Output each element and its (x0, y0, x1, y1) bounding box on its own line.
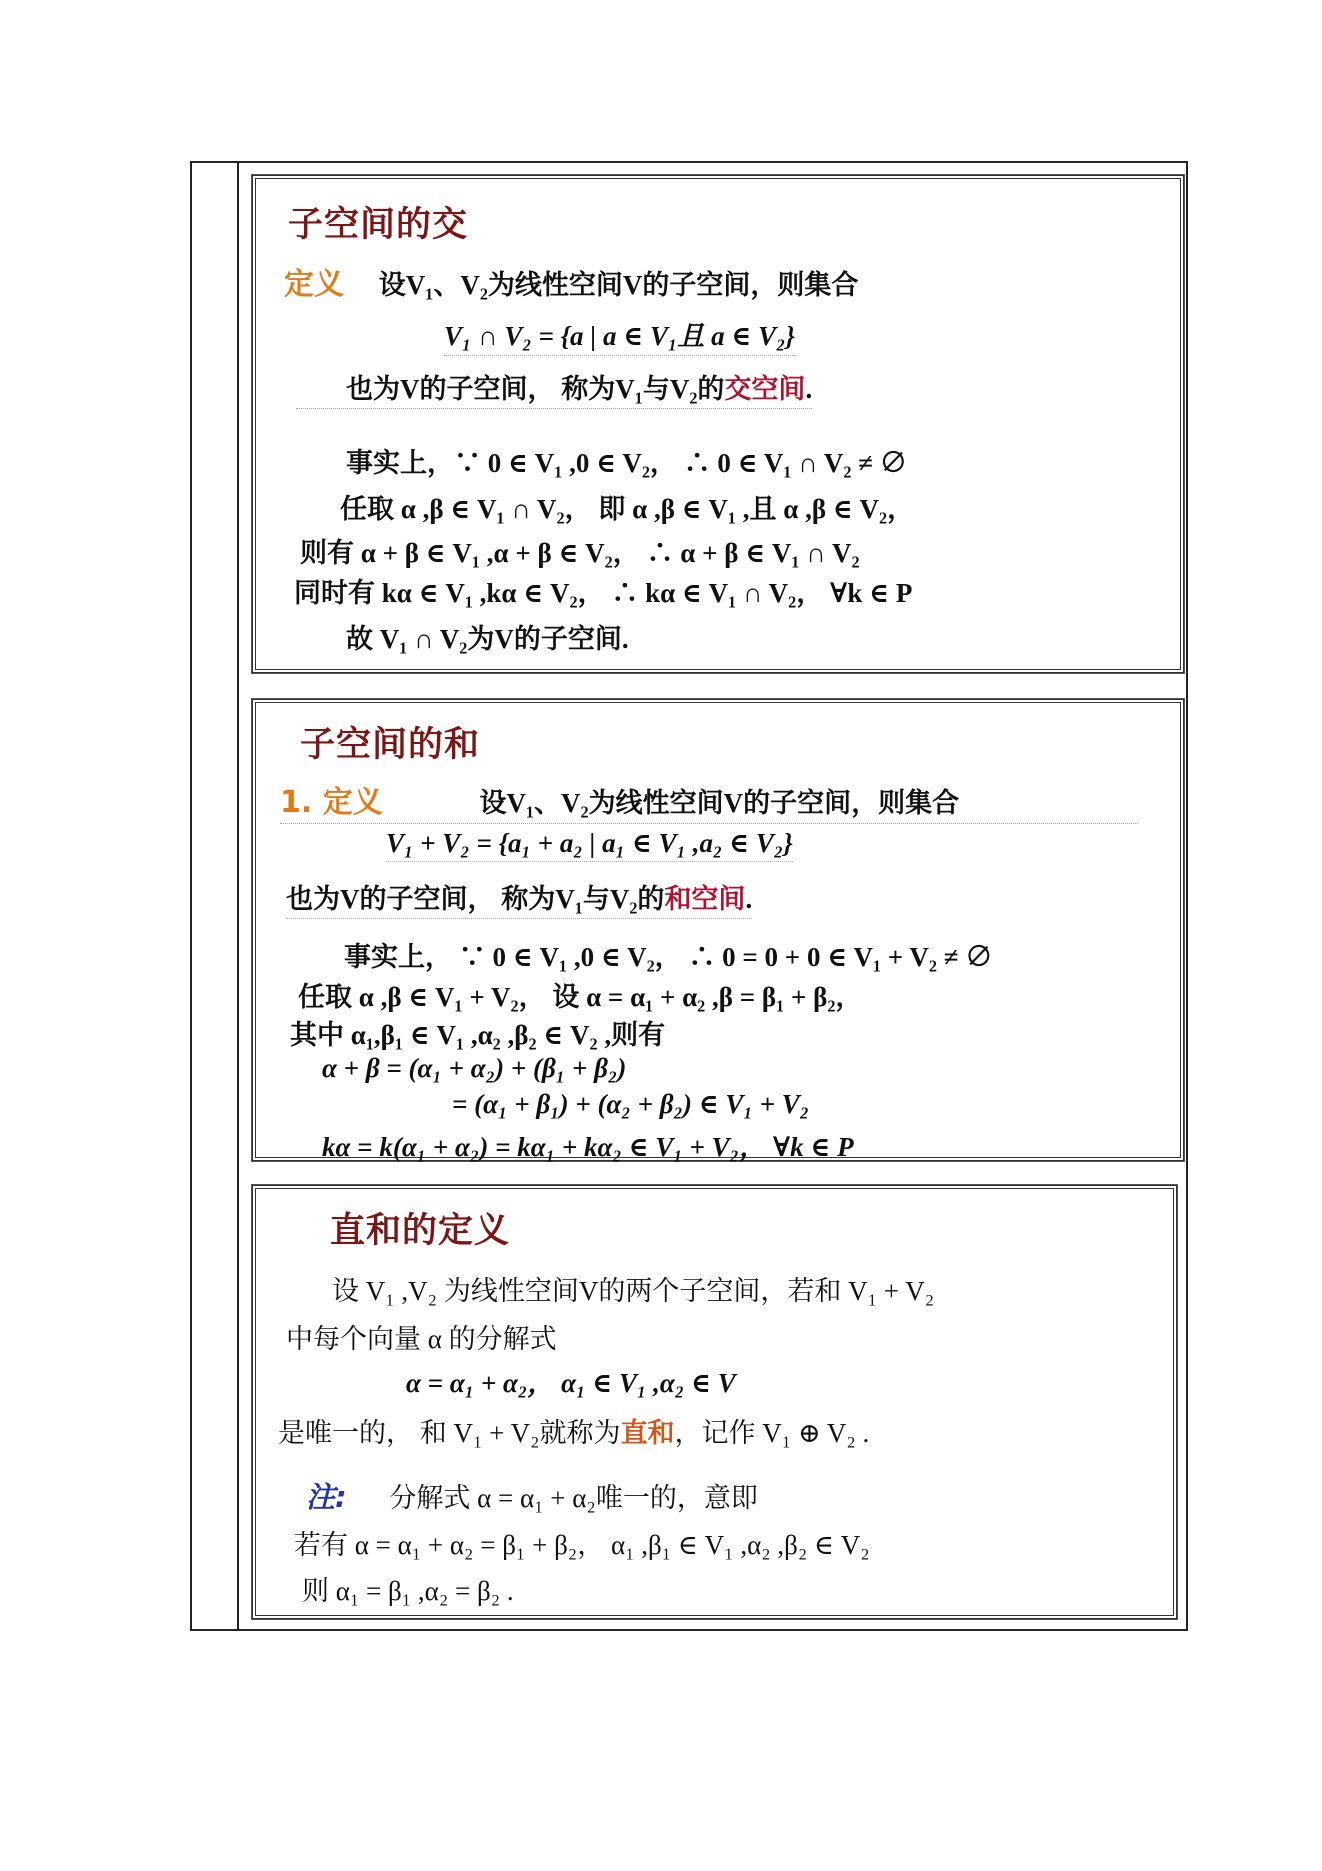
definition-line (280, 777, 1138, 824)
slide-title: 子空间的和 (300, 725, 481, 765)
definition-intro: 设V₁、V₂为线性空间V的子空间，则集合 (479, 788, 960, 818)
direct-sum-notation: ，记作 V₁ ⊕ V₂ . (674, 1418, 870, 1448)
note-text: 分解式 α = α₁ + α₂唯一的，意即 (389, 1483, 758, 1513)
definition-intro: 设V₁、V₂为线性空间V的子空间，则集合 (378, 270, 859, 300)
term-intersection-space: 交空间 (724, 374, 806, 404)
note-label: 注: (306, 1480, 347, 1514)
table-left-column-divider (237, 163, 239, 1629)
direct-sum-line-1: 设 V₁ ,V₂ 为线性空间V的两个子空间，若和 V₁ + V₂ (332, 1276, 935, 1306)
definition-line (284, 259, 858, 303)
proof-line-5: = (α₁ + β₁) + (α₂ + β₂) ∈ V₁ + V₂ (452, 1089, 810, 1119)
conclusion-period: . (745, 884, 753, 914)
term-sum-space: 和空间 (664, 884, 746, 914)
slide-direct-sum (252, 1185, 1177, 1619)
slide-subspace-sum (252, 699, 1184, 1161)
slide-title: 子空间的交 (288, 205, 469, 245)
direct-sum-line-2: 中每个向量 α 的分解式 (286, 1324, 557, 1354)
direct-sum-text: 是唯一的， 和 V₁ + V₂就称为 (278, 1418, 621, 1448)
definition-keyword: 定义 (284, 267, 344, 302)
direct-sum-line-4 (278, 1411, 869, 1450)
conclusion-period: . (805, 374, 813, 404)
proof-line-1: 事实上， ∵ 0 ∈ V₁ ,0 ∈ V₂， ∴ 0 = 0 + 0 ∈ V₁ + V₂ ≠ ∅ (344, 942, 993, 972)
note-line-2: 若有 α = α₁ + α₂ = β₁ + β₂， α₁ ,β₁ ∈ V₁ ,α₂ ,β₂ ∈ V₂ (294, 1530, 870, 1560)
conclusion-line (286, 877, 752, 919)
slide-subspace-intersection (252, 175, 1184, 673)
conclusion-text: 也为V的子空间， 称为V₁与V₂的 (346, 374, 725, 404)
proof-line-5: 故 V₁ ∩ V₂为V的子空间. (346, 624, 629, 654)
proof-line-1: 事实上，∵ 0 ∈ V₁ ,0 ∈ V₂， ∴ 0 ∈ V₁ ∩ V₂ ≠ ∅ (346, 448, 907, 478)
proof-line-2: 任取 α ,β ∈ V₁ + V₂， 设 α = α₁ + α₂ ,β = β₁ + β₂， (298, 982, 863, 1012)
proof-line-6: kα = k(α₁ + α₂) = kα₁ + kα₂ ∈ V₁ + V₂， ∀k ∈ P (322, 1132, 854, 1162)
term-direct-sum: 直和 (620, 1418, 675, 1448)
conclusion-line (296, 367, 812, 409)
proof-line-4: α + β = (α₁ + α₂) + (β₁ + β₂) (322, 1053, 627, 1083)
proof-line-3: 则有 α + β ∈ V₁ ,α + β ∈ V₂， ∴ α + β ∈ V₁ ∩ V₂ (300, 538, 860, 568)
set-formula: V₁ ∩ V₂ = {a | a ∈ V₁且 a ∈ V₂} (444, 314, 795, 356)
definition-keyword: 1. 定义 (280, 785, 383, 820)
proof-line-3: 其中 α₁,β₁ ∈ V₁ ,α₂ ,β₂ ∈ V₂ ,则有 (290, 1020, 666, 1050)
note-line-3: 则 α₁ = β₁ ,α₂ = β₂ . (302, 1576, 514, 1606)
conclusion-text: 也为V的子空间， 称为V₁与V₂的 (286, 884, 665, 914)
proof-line-2: 任取 α ,β ∈ V₁ ∩ V₂， 即 α ,β ∈ V₁ ,且 α ,β ∈ V₂， (340, 494, 915, 524)
slide-title: 直和的定义 (330, 1211, 511, 1251)
note-line (306, 1475, 758, 1516)
document-table (190, 161, 1188, 1631)
proof-line-4: 同时有 kα ∈ V₁ ,kα ∈ V₂， ∴ kα ∈ V₁ ∩ V₂， ∀k ∈ P (294, 578, 913, 608)
decomposition-formula: α = α₁ + α₂， α₁ ∈ V₁ ,α₂ ∈ V (406, 1368, 736, 1398)
set-formula: V₁ + V₂ = {a₁ + a₂ | a₁ ∈ V₁ ,a₂ ∈ V₂} (386, 828, 793, 862)
